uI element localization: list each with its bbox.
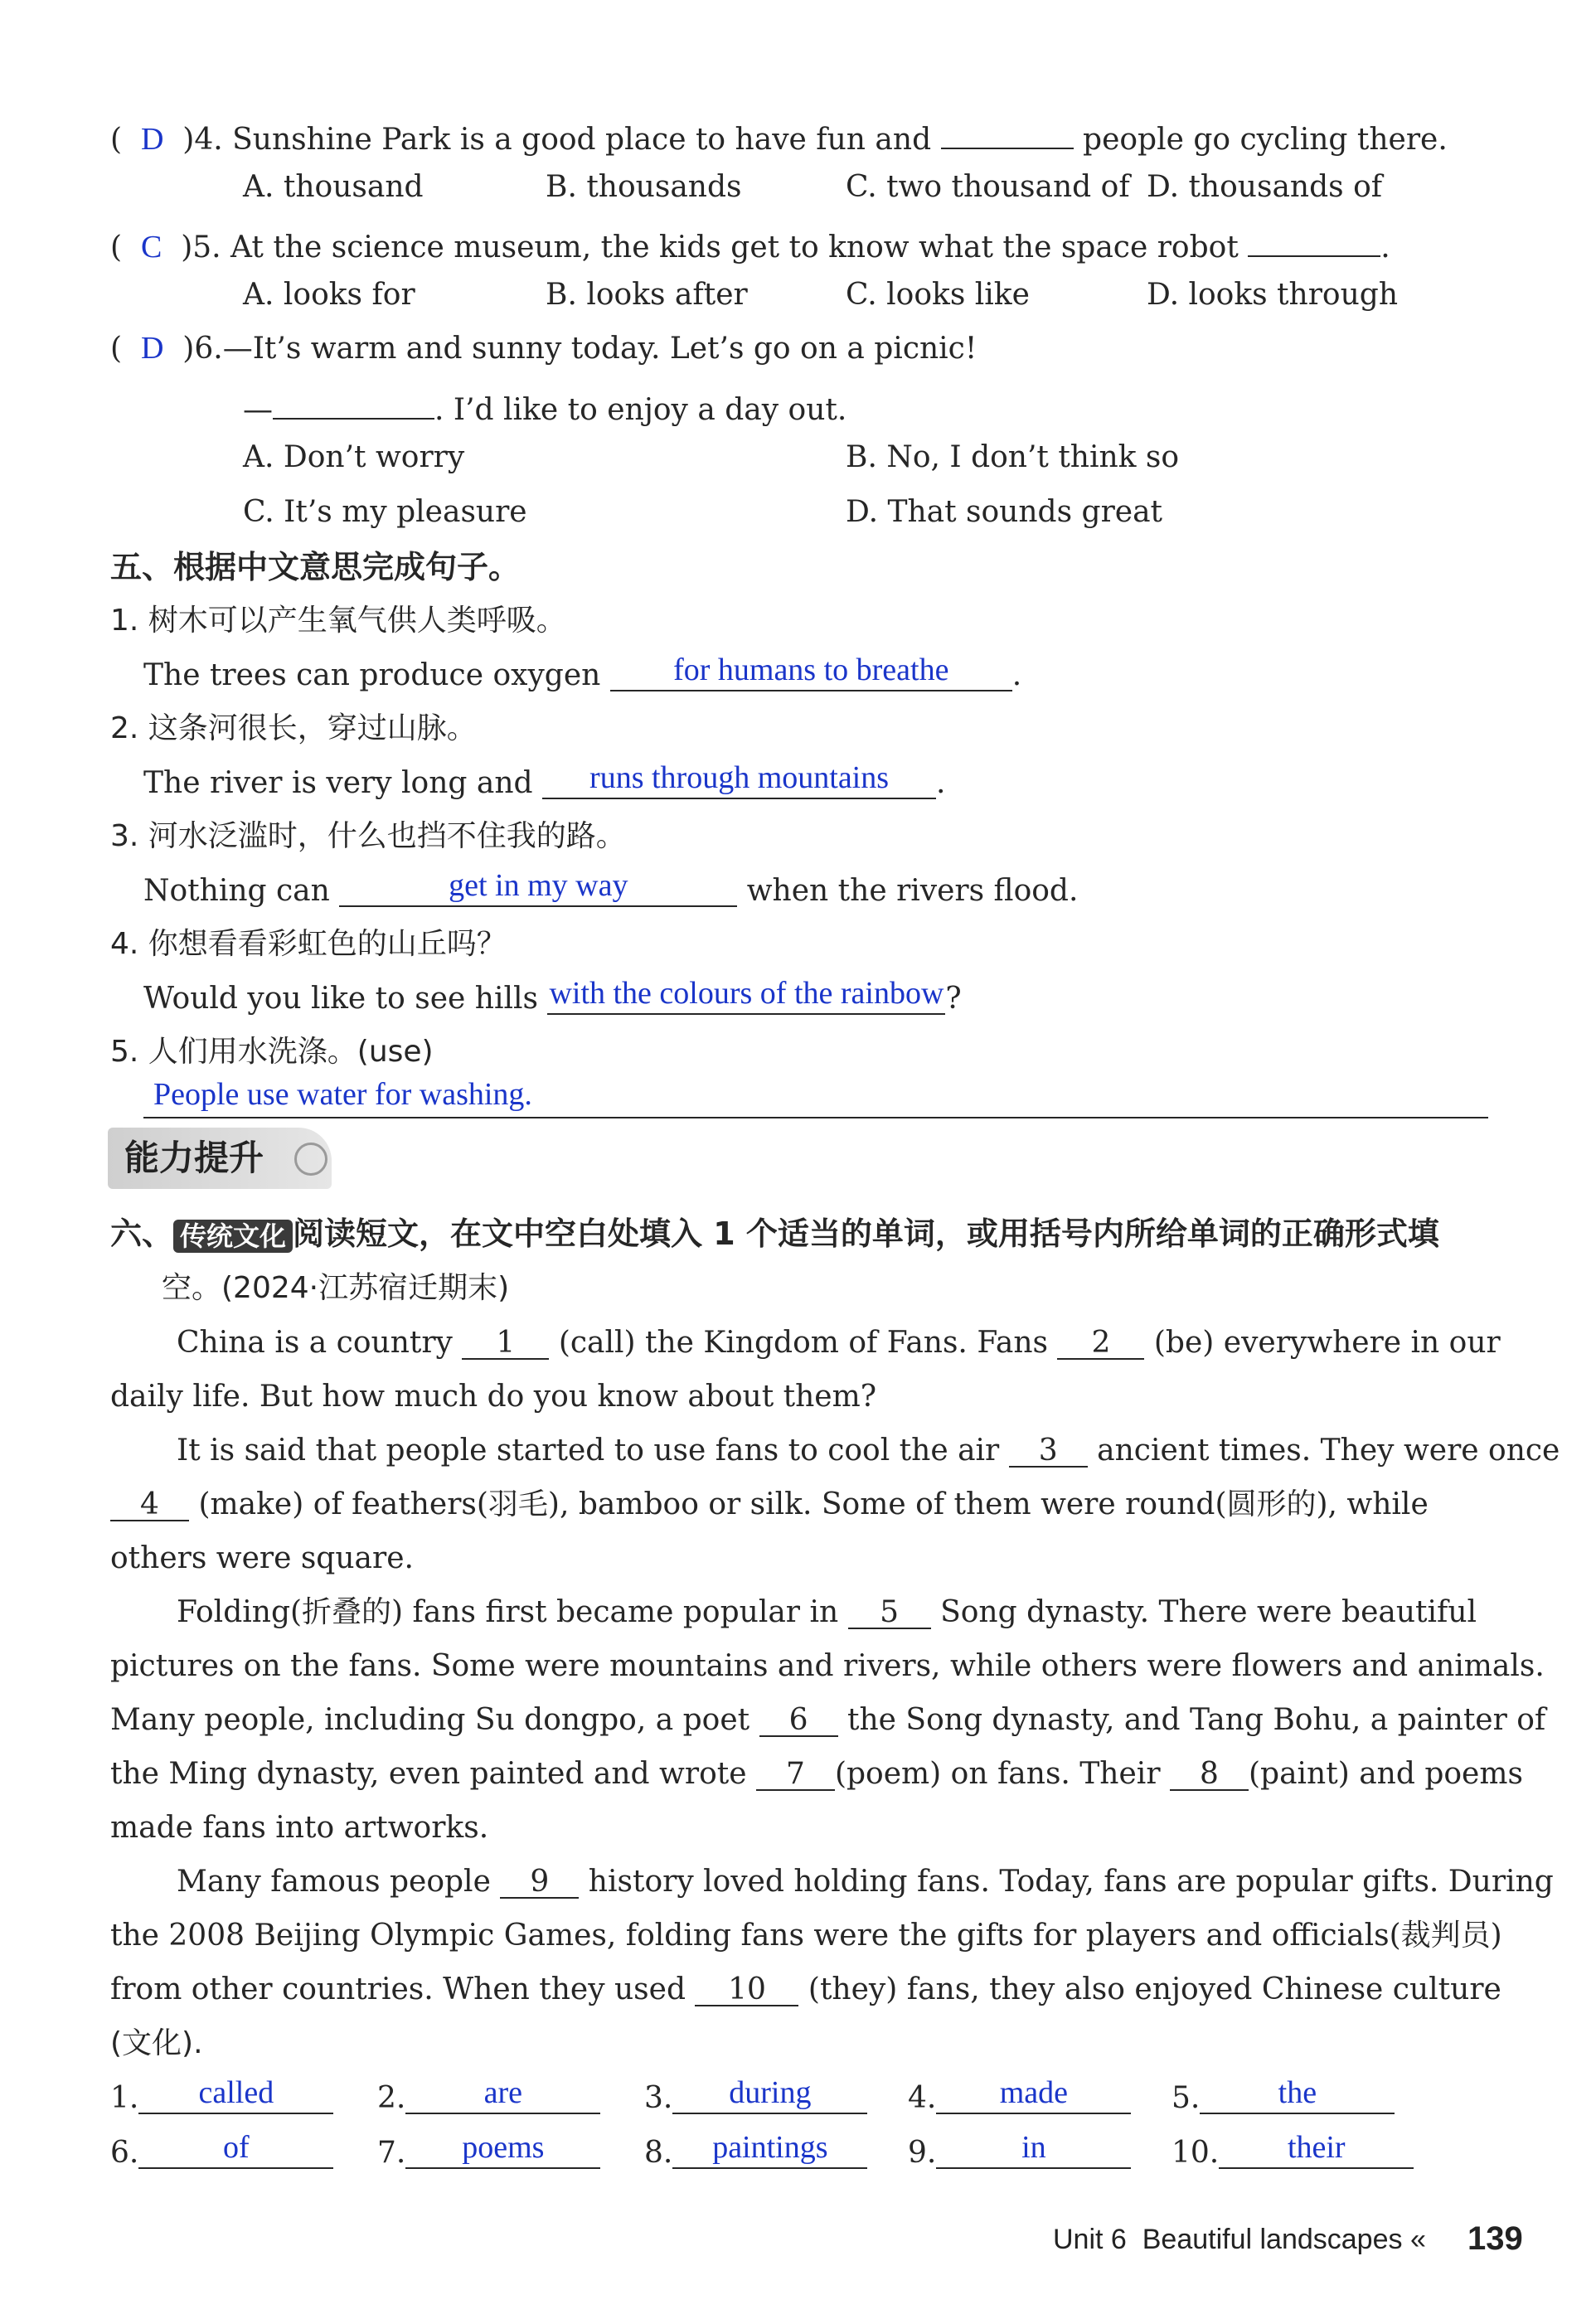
s5-item-1-cn: 1. 树木可以产生氧气供人类呼吸。 (110, 604, 566, 638)
s5-item-3-cn: 3. 河水泛滥时，什么也挡不住我的路。 (110, 819, 626, 853)
section-banner: 能力提升 (108, 1128, 332, 1189)
s5-item-2-en: The river is very long and runs through mountains . (143, 760, 946, 800)
question-5: ( C )5. At the science museum, the kids get to know what the space robot . (110, 222, 1390, 266)
question-6: ( D )6.—It’s warm and sunny today. Let’s go on a picnic! (110, 331, 977, 366)
answer-blank[interactable]: get in my way (339, 872, 737, 907)
passage-line: daily life. But how much do you know about them? (110, 1380, 877, 1414)
section-6-instruction-cont: 空。(2024·江苏宿迁期末) (162, 1271, 510, 1305)
blank-10[interactable]: 10 (695, 1972, 798, 2006)
answer-item-6: 6. of (110, 2134, 333, 2171)
q4-option-b: B. thousands (546, 170, 742, 204)
passage-line: made fans into artworks. (110, 1811, 489, 1845)
culture-tag: 传统文化 (173, 1220, 293, 1253)
passage-line: the 2008 Beijing Olympic Games, folding fans were the gifts for players and officials(裁判员) (110, 1919, 1502, 1953)
answer-item-7: 7. poems (377, 2134, 600, 2171)
passage-line: Many famous people 9 history loved holding fans. Today, fans are popular gifts. During (177, 1865, 1554, 1899)
passage-line: others were square. (110, 1541, 414, 1575)
blank-4[interactable]: 4 (110, 1487, 189, 1521)
passage-line: China is a country 1 (call) the Kingdom of Fans. Fans 2 (be) everywhere in our (177, 1326, 1501, 1360)
answer-item-4: 4. made (908, 2079, 1131, 2117)
answer-item-5: 5. the (1172, 2079, 1395, 2117)
blank-1[interactable]: 1 (462, 1325, 549, 1360)
answer-line[interactable] (143, 1115, 1488, 1118)
answer-q6: D (140, 331, 164, 366)
answer-blank[interactable]: for humans to breathe (610, 657, 1012, 691)
passage-line: pictures on the fans. Some were mountains and rivers, while others were flowers and animals. (110, 1649, 1545, 1683)
q4-option-c: C. two thousand of (846, 170, 1130, 204)
answer-item-2: 2. are (377, 2079, 600, 2117)
answer-q4: D (140, 122, 164, 157)
blank[interactable] (941, 114, 1074, 149)
passage-line: Many people, including Su dongpo, a poet 6 the Song dynasty, and Tang Bohu, a painter of (110, 1703, 1546, 1737)
answer-item-8: 8. paintings (644, 2134, 867, 2171)
answer-blank[interactable]: runs through mountains (542, 764, 936, 799)
q4-option-d: D. thousands of (1147, 170, 1383, 204)
blank-5[interactable]: 5 (848, 1594, 931, 1629)
blank-7[interactable]: 7 (756, 1756, 835, 1791)
blank[interactable] (1248, 222, 1380, 257)
answer-item-3: 3. during (644, 2079, 867, 2117)
passage-line: from other countries. When they used 10 (they) fans, they also enjoyed Chinese culture (110, 1972, 1501, 2006)
answer-item-1: 1. called (110, 2079, 333, 2117)
s5-item-1-en: The trees can produce oxygen for humans to breathe . (143, 653, 1022, 692)
blank-9[interactable]: 9 (500, 1864, 579, 1899)
blank-2[interactable]: 2 (1057, 1325, 1144, 1360)
s5-item-4-cn: 4. 你想看看彩虹色的山丘吗？ (110, 927, 507, 961)
question-4: ( D )4. Sunshine Park is a good place to have fun and people go cycling there. (110, 114, 1448, 158)
passage-line: 4 (make) of feathers(羽毛), bamboo or silk. Some of them were round(圆形的), while (110, 1487, 1429, 1523)
s5-item-3-en: Nothing can get in my way when the rivers flood. (143, 868, 1079, 908)
blank-3[interactable]: 3 (1009, 1433, 1088, 1468)
blank-8[interactable]: 8 (1170, 1756, 1249, 1791)
q6-option-b: B. No, I don’t think so (846, 440, 1180, 474)
q6-option-a: A. Don’t worry (243, 440, 465, 474)
passage-line: (文化). (110, 2026, 203, 2060)
passage-line: It is said that people started to use fans to cool the air 3 ancient times. They were once (177, 1434, 1560, 1468)
passage-line: Folding(折叠的) fans first became popular in 5 Song dynasty. There were beautiful (177, 1595, 1477, 1629)
q5-option-a: A. looks for (243, 278, 415, 312)
answer-q5: C (140, 230, 163, 264)
answer-item-9: 9. in (908, 2134, 1131, 2171)
q5-option-b: B. looks after (546, 278, 748, 312)
q5-option-d: D. looks through (1147, 278, 1399, 312)
q6-reply: — . I’d like to enjoy a day out. (243, 385, 847, 429)
q6-option-c: C. It’s my pleasure (243, 495, 527, 529)
s5-item-4-en: Would you like to see hills with the colours of the rainbow? (143, 976, 962, 1016)
blank[interactable] (273, 385, 434, 420)
s5-item-5-cn: 5. 人们用水洗涤。(use) (110, 1035, 434, 1069)
chevron-left-icon: « (1409, 2224, 1426, 2255)
answer-item-10: 10. their (1172, 2134, 1414, 2171)
lightbulb-icon (294, 1143, 327, 1176)
page-number: 139 (1467, 2220, 1523, 2257)
q4-option-a: A. thousand (243, 170, 424, 204)
passage-line: the Ming dynasty, even painted and wrote 7 (poem) on fans. Their 8 (paint) and poems (110, 1757, 1523, 1791)
footer-unit: Unit 6 Beautiful landscapes « (1053, 2224, 1426, 2255)
blank-6[interactable]: 6 (759, 1702, 838, 1737)
q5-option-c: C. looks like (846, 278, 1030, 312)
answer-blank[interactable]: with the colours of the rainbow (547, 980, 945, 1015)
section-5-title: 五、根据中文意思完成句子。 (110, 549, 521, 585)
section-6-instruction: 六、 传统文化 阅读短文，在文中空白处填入 1 个适当的单词，或用括号内所给单词的正确形式填 (110, 1215, 1439, 1252)
s5-item-2-cn: 2. 这条河很长，穿过山脉。 (110, 711, 477, 745)
q6-option-d: D. That sounds great (846, 495, 1163, 529)
s5-item-5-answer: People use water for washing. (153, 1077, 532, 1112)
